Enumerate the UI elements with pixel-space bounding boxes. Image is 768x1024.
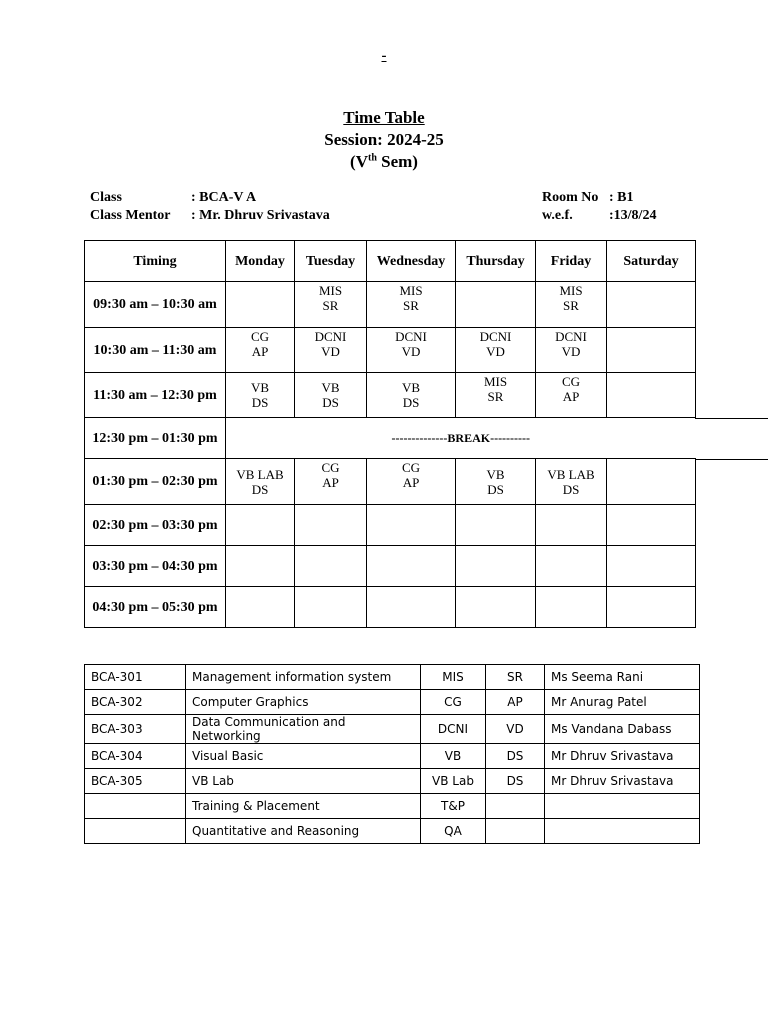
slot-teacher: VD: [321, 344, 340, 359]
slot-cell: [607, 587, 696, 628]
teacher-initials: SR: [486, 665, 545, 690]
slot-cell: [367, 587, 456, 628]
room-value: : B1: [609, 190, 634, 205]
timing-cell: 11:30 am – 12:30 pm: [85, 373, 226, 418]
slot-subject: CG: [561, 374, 581, 389]
slot-cell: [536, 459, 607, 505]
slot-cell: [367, 459, 456, 505]
mentor-value: : Mr. Dhruv Srivastava: [191, 208, 330, 223]
subject-code: BCA-302: [85, 690, 186, 715]
subject-abbr: MIS: [421, 665, 486, 690]
page-title: Time Table: [343, 108, 425, 127]
slot-cell: [536, 282, 607, 328]
subject-name: Visual Basic: [186, 744, 421, 769]
slot-subject: DCNI: [395, 329, 427, 344]
slot-cell: [607, 328, 696, 373]
subject-code: BCA-301: [85, 665, 186, 690]
header-saturday: Saturday: [607, 241, 696, 282]
subject-abbr: QA: [421, 819, 486, 844]
slot-cell: [536, 373, 607, 418]
slot-cell: [295, 328, 367, 373]
table-row: [85, 744, 700, 769]
slot-cell: [536, 505, 607, 546]
table-row: [85, 505, 696, 546]
subject-abbr: VB: [421, 744, 486, 769]
slot-cell: [607, 505, 696, 546]
header-thursday: Thursday: [456, 241, 536, 282]
timing-cell: 12:30 pm – 01:30 pm: [85, 418, 226, 459]
table-row: [85, 546, 696, 587]
slot-cell: [295, 459, 367, 505]
table-row: [85, 794, 700, 819]
slot-teacher: DS: [487, 481, 504, 497]
slot-cell: [536, 328, 607, 373]
slot-cell: [456, 459, 536, 505]
timetable: [84, 240, 696, 628]
semester-suffix: Sem): [376, 152, 418, 171]
slot-subject: VB: [401, 380, 421, 395]
teacher-name: Ms Vandana Dabass: [545, 715, 700, 744]
slot-cell: [226, 459, 295, 505]
slot-cell: [295, 587, 367, 628]
slot-teacher: DS: [322, 395, 339, 410]
table-row: [85, 282, 696, 328]
teacher-initials: AP: [486, 690, 545, 715]
slot-subject: DCNI: [314, 329, 347, 344]
subject-code: BCA-304: [85, 744, 186, 769]
slot-cell: [456, 373, 536, 418]
teacher-initials: DS: [486, 769, 545, 794]
slot-cell: [536, 587, 607, 628]
table-row: [85, 665, 700, 690]
teacher-initials: VD: [486, 715, 545, 744]
break-row: [85, 418, 696, 459]
slot-cell: [295, 505, 367, 546]
break-bottom-line: [695, 459, 768, 460]
timing-cell: 09:30 am – 10:30 am: [85, 282, 226, 328]
slot-subject: MIS: [483, 374, 508, 389]
teacher-name: Mr Dhruv Srivastava: [545, 744, 700, 769]
header-tuesday: Tuesday: [295, 241, 367, 282]
header-monday: Monday: [226, 241, 295, 282]
slot-subject: MIS: [559, 283, 583, 298]
slot-teacher: AP: [322, 475, 339, 490]
slot-cell: [226, 587, 295, 628]
slot-cell: [607, 546, 696, 587]
teacher-initials: [486, 819, 545, 844]
teacher-name: [545, 794, 700, 819]
slot-teacher: AP: [402, 475, 420, 490]
teacher-name: Mr Dhruv Srivastava: [545, 769, 700, 794]
session-label: Session: 2024-25: [324, 130, 444, 149]
slot-subject: VB: [250, 380, 270, 395]
slot-teacher: VD: [486, 344, 505, 359]
slot-cell: [456, 328, 536, 373]
teacher-name: Mr Anurag Patel: [545, 690, 700, 715]
slot-subject: MIS: [399, 283, 423, 298]
subject-name: Management information system: [186, 665, 421, 690]
slot-cell: [367, 505, 456, 546]
slot-cell: [607, 373, 696, 418]
teacher-initials: DS: [486, 744, 545, 769]
slot-subject: CG: [321, 460, 340, 475]
slot-cell: [367, 546, 456, 587]
table-row: [85, 587, 696, 628]
slot-cell: [295, 546, 367, 587]
table-row: [85, 715, 700, 744]
slot-cell: [367, 328, 456, 373]
slot-teacher: SR: [487, 389, 504, 404]
slot-teacher: DS: [402, 395, 420, 410]
subject-table: [84, 664, 700, 844]
slot-teacher: SR: [403, 298, 419, 313]
table-row: [85, 690, 700, 715]
slot-teacher: VD: [561, 344, 581, 359]
room-label: Room No: [542, 190, 599, 205]
timing-cell: 03:30 pm – 04:30 pm: [85, 546, 226, 587]
slot-subject: MIS: [318, 283, 343, 298]
teacher-name: [545, 819, 700, 844]
slot-cell: [226, 373, 295, 418]
subject-code: BCA-303: [85, 715, 186, 744]
header-timing: Timing: [85, 241, 226, 282]
timetable-header-row: [85, 241, 696, 282]
slot-cell: [226, 546, 295, 587]
table-row: [85, 459, 696, 505]
timing-cell: 02:30 pm – 03:30 pm: [85, 505, 226, 546]
timing-cell: 04:30 pm – 05:30 pm: [85, 587, 226, 628]
slot-cell: [456, 282, 536, 328]
class-value: : BCA-V A: [191, 190, 257, 205]
slot-cell: [226, 282, 295, 328]
table-row: [85, 373, 696, 418]
slot-subject: CG: [250, 329, 270, 344]
slot-subject: DCNI: [555, 329, 587, 344]
semester-label: [0, 152, 768, 172]
semester-prefix: (V: [350, 152, 368, 171]
wef-value: :13/8/24: [609, 208, 657, 223]
wef-label: w.e.f.: [542, 208, 573, 223]
subject-name: Data Communication and Networking: [186, 715, 421, 744]
slot-subject: CG: [401, 460, 421, 475]
slot-subject: VB LAB: [236, 466, 284, 482]
slot-cell: [226, 505, 295, 546]
table-row: [85, 769, 700, 794]
table-row: [85, 328, 696, 373]
slot-teacher: SR: [322, 298, 339, 313]
timing-cell: 01:30 pm – 02:30 pm: [85, 459, 226, 505]
teacher-initials: [486, 794, 545, 819]
class-label: Class: [90, 190, 122, 205]
teacher-name: Ms Seema Rani: [545, 665, 700, 690]
slot-cell: [226, 328, 295, 373]
slot-subject: VB: [321, 380, 340, 395]
subject-abbr: DCNI: [421, 715, 486, 744]
break-label: --------------BREAK----------: [226, 418, 696, 459]
timing-cell: 10:30 am – 11:30 am: [85, 328, 226, 373]
subject-name: Training & Placement: [186, 794, 421, 819]
slot-cell: [367, 373, 456, 418]
slot-cell: [456, 546, 536, 587]
slot-subject: VB LAB: [547, 466, 595, 482]
slot-cell: [456, 587, 536, 628]
top-mark: -: [381, 48, 387, 64]
slot-teacher: AP: [562, 389, 580, 404]
slot-cell: [456, 505, 536, 546]
slot-teacher: DS: [251, 395, 269, 410]
slot-cell: [536, 546, 607, 587]
slot-cell: [367, 282, 456, 328]
subject-code: [85, 819, 186, 844]
subject-abbr: T&P: [421, 794, 486, 819]
subject-abbr: VB Lab: [421, 769, 486, 794]
slot-subject: DCNI: [479, 329, 512, 344]
slot-teacher: SR: [563, 298, 579, 313]
table-row: [85, 819, 700, 844]
slot-teacher: DS: [251, 481, 269, 497]
slot-teacher: AP: [251, 344, 269, 359]
slot-cell: [295, 373, 367, 418]
subject-code: BCA-305: [85, 769, 186, 794]
subject-name: Computer Graphics: [186, 690, 421, 715]
slot-teacher: DS: [562, 481, 580, 497]
subject-abbr: CG: [421, 690, 486, 715]
header-wednesday: Wednesday: [367, 241, 456, 282]
semester-superscript: th: [367, 152, 377, 164]
slot-cell: [607, 282, 696, 328]
subject-code: [85, 794, 186, 819]
slot-teacher: VD: [401, 344, 421, 359]
slot-cell: [607, 459, 696, 505]
slot-subject: VB: [486, 466, 505, 482]
break-top-line: [695, 418, 768, 419]
mentor-label: Class Mentor: [90, 208, 171, 223]
subject-name: Quantitative and Reasoning: [186, 819, 421, 844]
slot-cell: [295, 282, 367, 328]
header-friday: Friday: [536, 241, 607, 282]
subject-name: VB Lab: [186, 769, 421, 794]
